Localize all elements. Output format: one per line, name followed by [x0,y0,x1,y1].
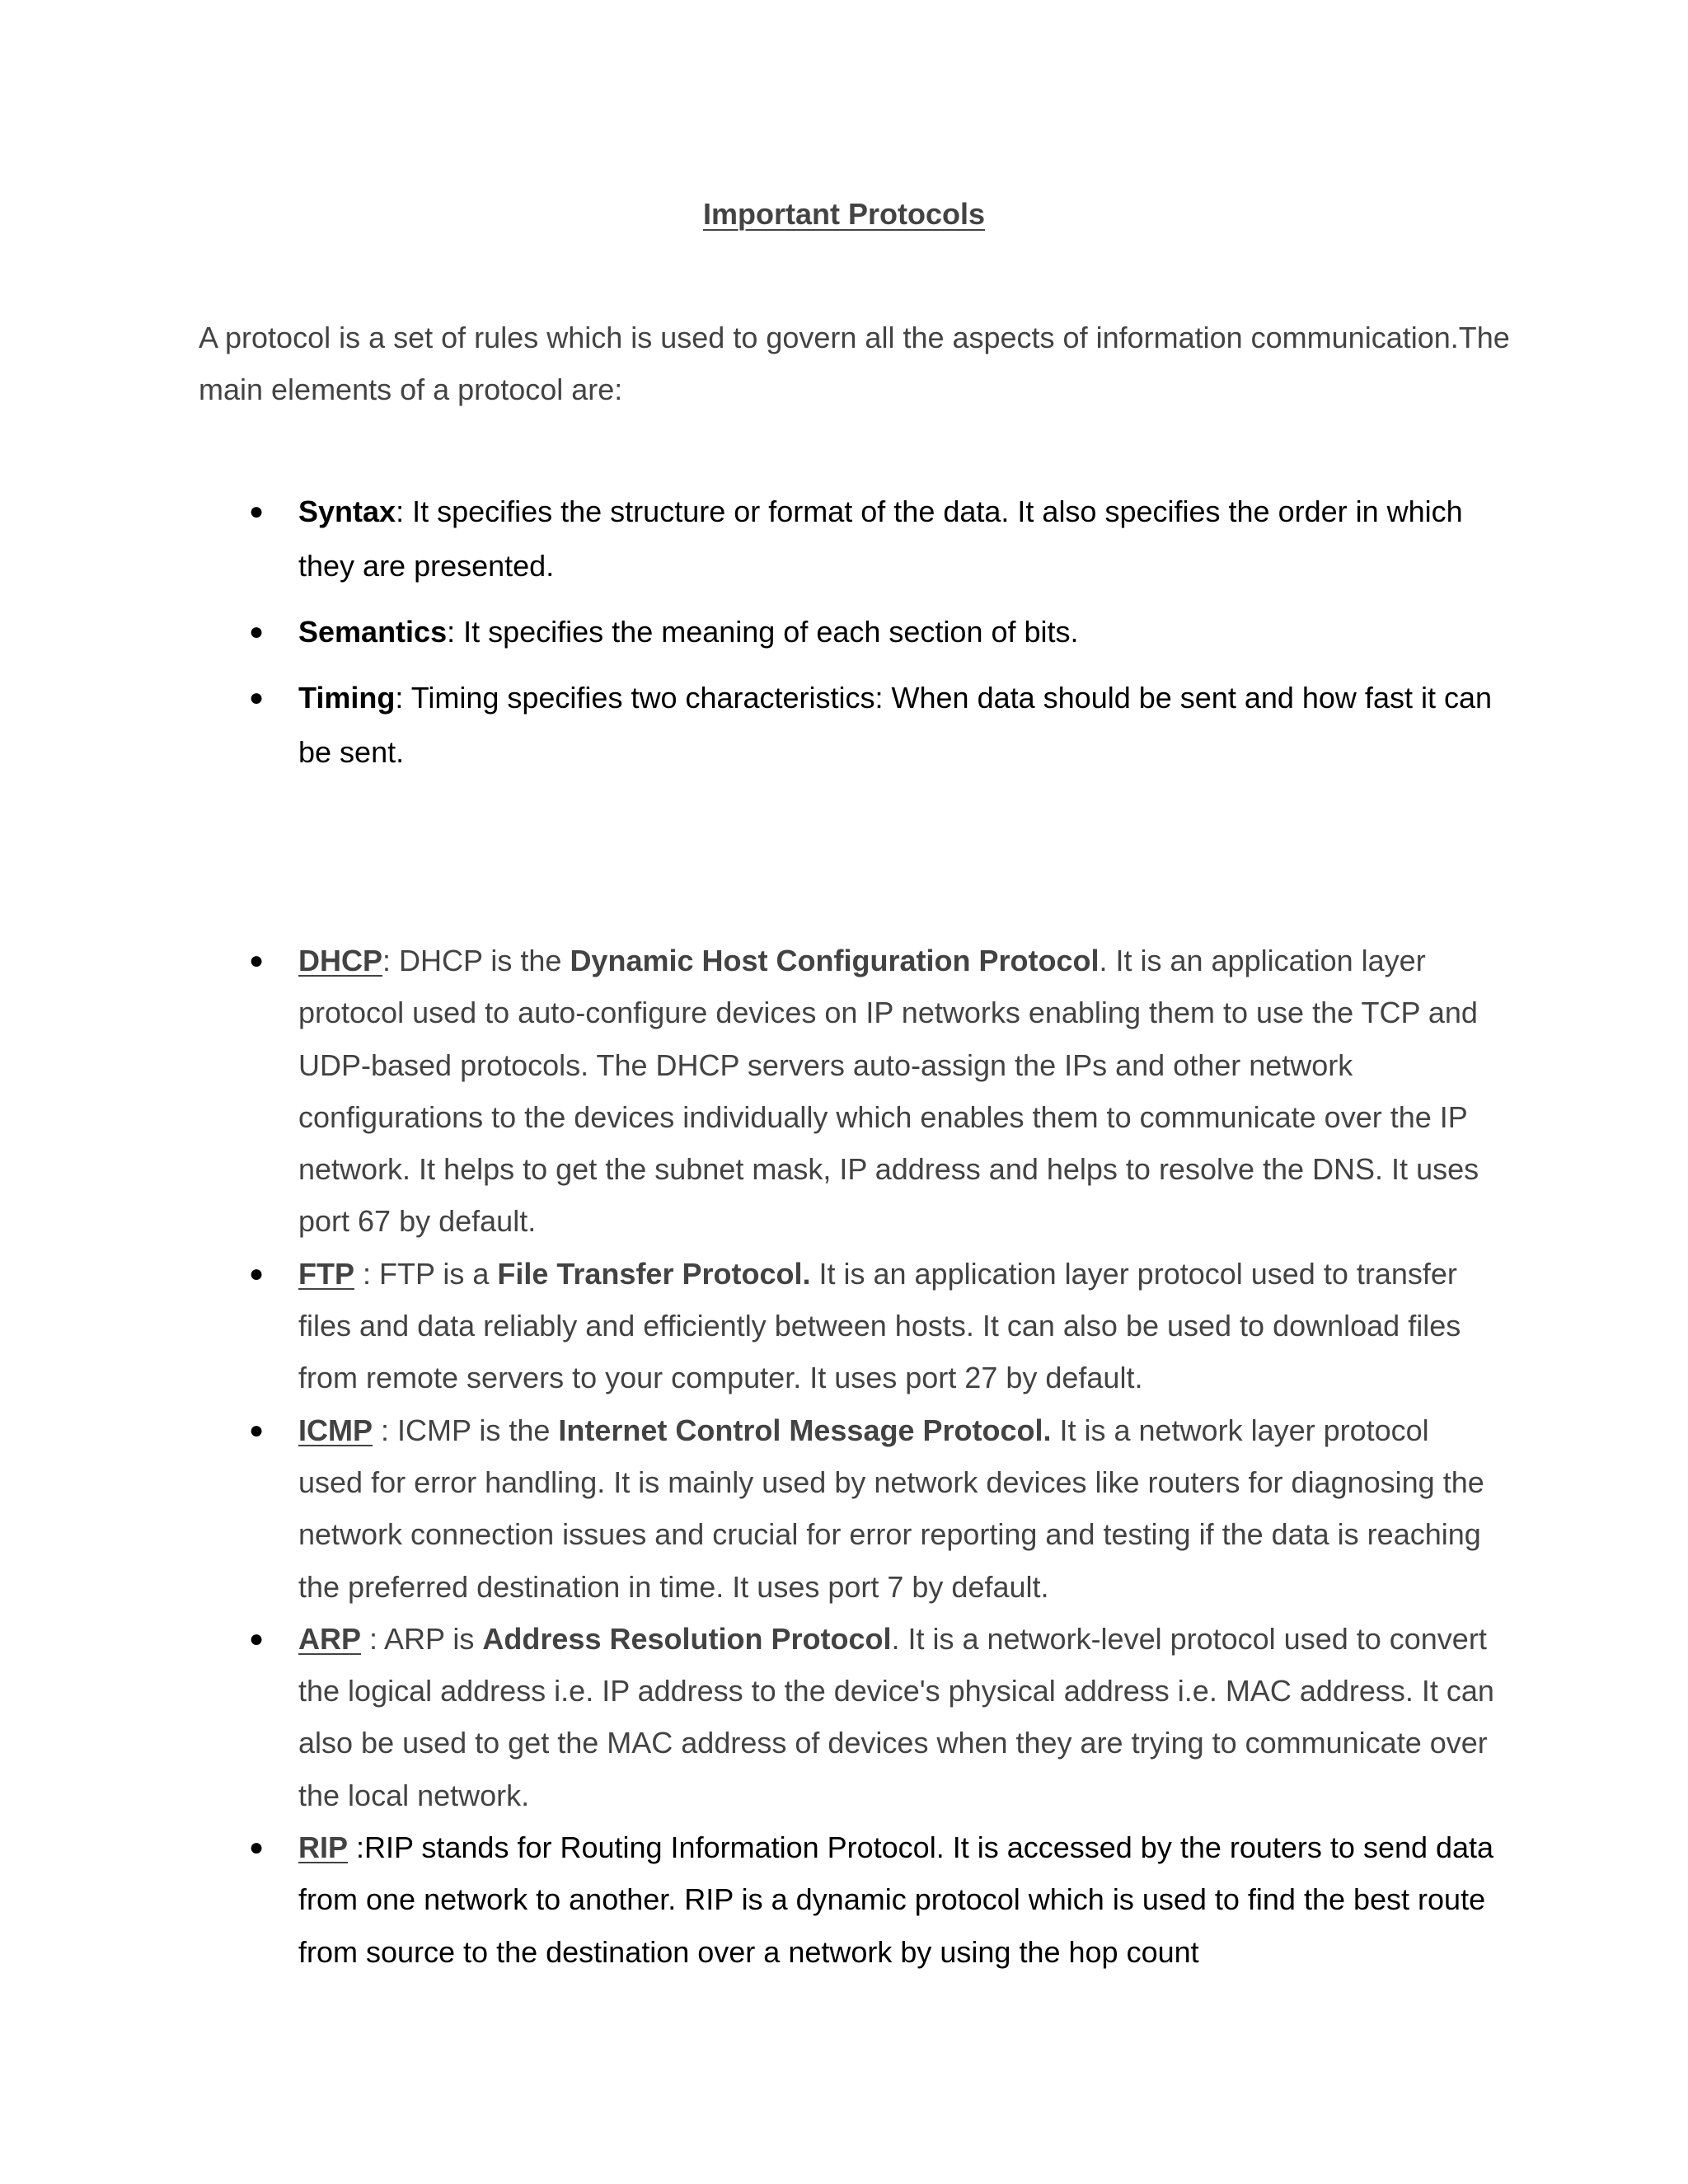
protocol-description: It is a network layer protocol used for error handling. It is mainly used by network devices like routers for diagnosing the network connection issues and crucial for error reporting and testing if the data is reaching the preferred destination in time. It uses port 7 by default. [298,1413,1484,1604]
protocol-full-name: File Transfer Protocol. [497,1256,811,1291]
protocol-term-icmp: ICMP [298,1413,373,1447]
protocol-description: . It is a network-level protocol used to convert the logical address i.e. IP address to the device's physical address i.e. MAC address. It can also be used to get the MAC address of devices when they are trying to communicate over the local network. [298,1621,1494,1812]
protocol-term-rip: RIP [298,1830,349,1865]
bullet-icon: ● [249,684,265,711]
bullet-icon: ● [249,618,265,645]
bullet-icon: ● [249,498,265,525]
protocol-elements-list [247,485,1500,791]
bullet-icon: ● [249,1834,265,1862]
bullet-icon: ● [249,1259,265,1287]
list-item-syntax [247,485,1500,593]
bullet-icon: ● [249,1416,265,1444]
element-description: : Timing specifies two characteristics: When data should be sent and how fast it can be sent. [298,681,1493,769]
bullet-icon: ● [249,1624,265,1652]
list-item-arp [247,1613,1500,1821]
protocol-description: . It is an application layer protocol used to auto-configure devices on IP networks enabling them to use the TCP and UDP-based protocols. The DHCP servers auto-assign the IPs and other network configurations to the devices individually which enables them to communicate over the IP network. It helps to get the subnet mask, IP address and helps to resolve the DNS. It uses port 67 by default. [298,944,1479,1239]
intro-paragraph: A protocol is a set of rules which is used to govern all the aspects of information communication.The main elements of a protocol are: [199,321,1510,406]
protocol-text: : ICMP is the [373,1413,559,1447]
element-description: : It specifies the meaning of each section of bits. [447,615,1079,649]
element-term: Timing [298,681,396,715]
protocol-description: :RIP stands for Routing Information Protocol. It is accessed by the routers to send data from one network to another. RIP is a dynamic protocol which is used to find the best route from source to the destination over a network by using the hop count [298,1830,1494,1969]
element-term: Syntax [298,494,396,528]
protocol-term-dhcp: DHCP [298,944,383,977]
protocol-text: : DHCP is the [382,944,570,977]
list-item-semantics [247,605,1500,659]
protocols-list [247,935,1500,1978]
element-description: : It specifies the structure or format of the data. It also specifies the order in which they are presented. [298,494,1463,583]
protocol-full-name: Dynamic Host Configuration Protocol [570,944,1100,977]
protocol-term-ftp: FTP [298,1256,354,1291]
protocol-full-name: Internet Control Message Protocol. [558,1413,1052,1447]
protocol-text: : ARP is [361,1621,483,1656]
protocol-description: It is an application layer protocol used to transfer files and data reliably and efficiently between hosts. It can also be used to download files from remote servers to your computer. It uses port 27 by default. [298,1256,1461,1395]
list-item-timing [247,671,1500,780]
list-item-ftp [247,1248,1500,1404]
page-title: Important Protocols [702,197,986,231]
element-term: Semantics [298,615,448,649]
protocol-text: : FTP is a [354,1256,498,1291]
protocol-term-arp: ARP [298,1621,362,1656]
list-item-dhcp [247,935,1500,1248]
protocol-full-name: Address Resolution Protocol [482,1621,892,1656]
list-item-rip [247,1821,1500,1978]
bullet-icon: ● [249,947,265,974]
list-item-icmp [247,1404,1500,1613]
